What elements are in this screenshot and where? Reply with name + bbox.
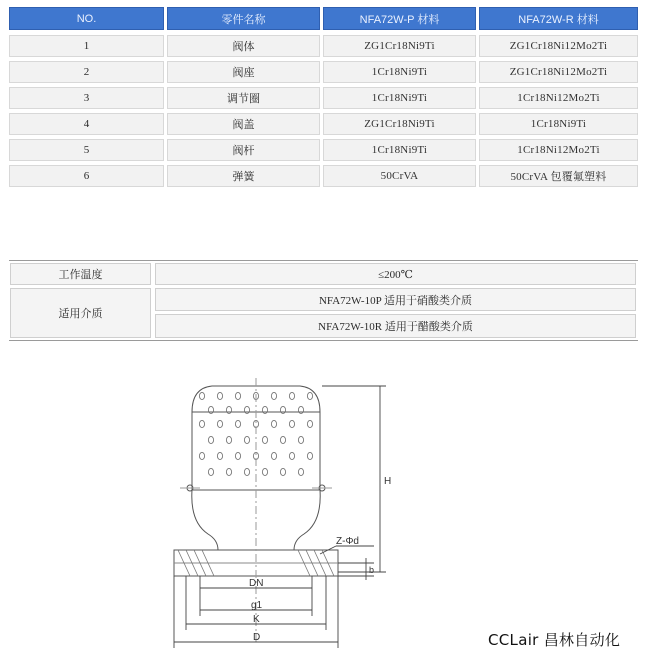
strainer-hole: [262, 406, 267, 413]
medium-p-value: NFA72W-10P 适用于硝酸类介质: [155, 288, 636, 311]
row-r-material: ZG1Cr18Ni12Mo2Ti: [479, 61, 638, 83]
operating-conditions-table: [9, 260, 638, 341]
strainer-hole: [280, 406, 285, 413]
strainer-hole: [307, 392, 312, 399]
row-r-material: 50CrVA 包覆氟塑料: [479, 165, 638, 187]
row-r-material: 1Cr18Ni12Mo2Ti: [479, 87, 638, 109]
dim-label-H: H: [384, 476, 392, 487]
strainer-hole: [235, 392, 240, 399]
row-p-material: ZG1Cr18Ni9Ti: [323, 35, 476, 57]
header-part-name: 零件名称: [167, 7, 320, 30]
strainer-hole: [289, 392, 294, 399]
table-row: [9, 35, 638, 57]
strainer-hole: [208, 406, 213, 413]
strainer-hole: [262, 468, 267, 475]
strainer-hole: [262, 436, 267, 443]
parts-materials-table: [9, 7, 638, 191]
strainer-hole: [226, 468, 231, 475]
temp-label: 工作温度: [10, 263, 151, 285]
header-p-material: NFA72W-P 材料: [323, 7, 476, 30]
table-row: [9, 139, 638, 161]
dim-label-D: D: [253, 632, 261, 643]
row-no: 4: [9, 113, 164, 135]
strainer-hole: [217, 452, 222, 459]
strainer-hole: [298, 468, 303, 475]
parts-table-header-row: [9, 7, 638, 30]
strainer-hole: [199, 392, 204, 399]
strainer-hole: [289, 420, 294, 427]
row-no: 5: [9, 139, 164, 161]
row-no: 3: [9, 87, 164, 109]
strainer-hole: [208, 468, 213, 475]
dim-label-DN: DN: [249, 578, 264, 589]
row-part-name: 阀杆: [167, 139, 320, 161]
row-p-material: 1Cr18Ni9Ti: [323, 87, 476, 109]
row-no: 2: [9, 61, 164, 83]
strainer-hole: [298, 406, 303, 413]
row-no: 1: [9, 35, 164, 57]
row-r-material: ZG1Cr18Ni12Mo2Ti: [479, 35, 638, 57]
row-p-material: 1Cr18Ni9Ti: [323, 61, 476, 83]
dim-label-Z: Z-Φd: [336, 536, 359, 547]
dim-label-g1: g1: [251, 600, 263, 611]
strainer-hole: [217, 420, 222, 427]
row-no: 6: [9, 165, 164, 187]
table-row: [9, 61, 638, 83]
strainer-hole: [244, 468, 249, 475]
strainer-hole: [271, 452, 276, 459]
strainer-hole: [307, 452, 312, 459]
header-no: NO.: [9, 7, 164, 30]
strainer-hole: [235, 420, 240, 427]
strainer-hole: [244, 436, 249, 443]
strainer-hole: [208, 436, 213, 443]
strainer-hole: [271, 420, 276, 427]
strainer-hole: [226, 436, 231, 443]
dimension-lines: [174, 386, 386, 648]
strainer-hole: [289, 452, 294, 459]
row-part-name: 阀座: [167, 61, 320, 83]
row-r-material: 1Cr18Ni9Ti: [479, 113, 638, 135]
row-part-name: 弹簧: [167, 165, 320, 187]
medium-label: 适用介质: [10, 288, 151, 338]
strainer-hole: [271, 392, 276, 399]
strainer-hole: [226, 406, 231, 413]
strainer-hole: [217, 392, 222, 399]
strainer-hole: [298, 436, 303, 443]
table-row: [9, 165, 638, 187]
strainer-hole: [199, 452, 204, 459]
medium-r-value: NFA72W-10R 适用于醋酸类介质: [155, 314, 636, 338]
row-part-name: 阀体: [167, 35, 320, 57]
row-p-material: 50CrVA: [323, 165, 476, 187]
row-part-name: 阀盖: [167, 113, 320, 135]
temp-value: ≤200℃: [155, 263, 636, 285]
table-row: [9, 87, 638, 109]
strainer-hole: [307, 420, 312, 427]
dim-label-K: K: [253, 614, 260, 625]
strainer-hole: [280, 436, 285, 443]
row-p-material: ZG1Cr18Ni9Ti: [323, 113, 476, 135]
strainer-hole: [244, 406, 249, 413]
row-r-material: 1Cr18Ni12Mo2Ti: [479, 139, 638, 161]
table-row: [9, 113, 638, 135]
valve-dimension-drawing: [160, 372, 390, 652]
strainer-hole: [199, 420, 204, 427]
row-part-name: 调节圈: [167, 87, 320, 109]
dim-label-b: b: [369, 565, 375, 575]
strainer-hole: [235, 452, 240, 459]
row-p-material: 1Cr18Ni9Ti: [323, 139, 476, 161]
header-r-material: NFA72W-R 材料: [479, 7, 638, 30]
brand-watermark: CCLair 昌林自动化: [488, 631, 621, 649]
strainer-hole: [280, 468, 285, 475]
